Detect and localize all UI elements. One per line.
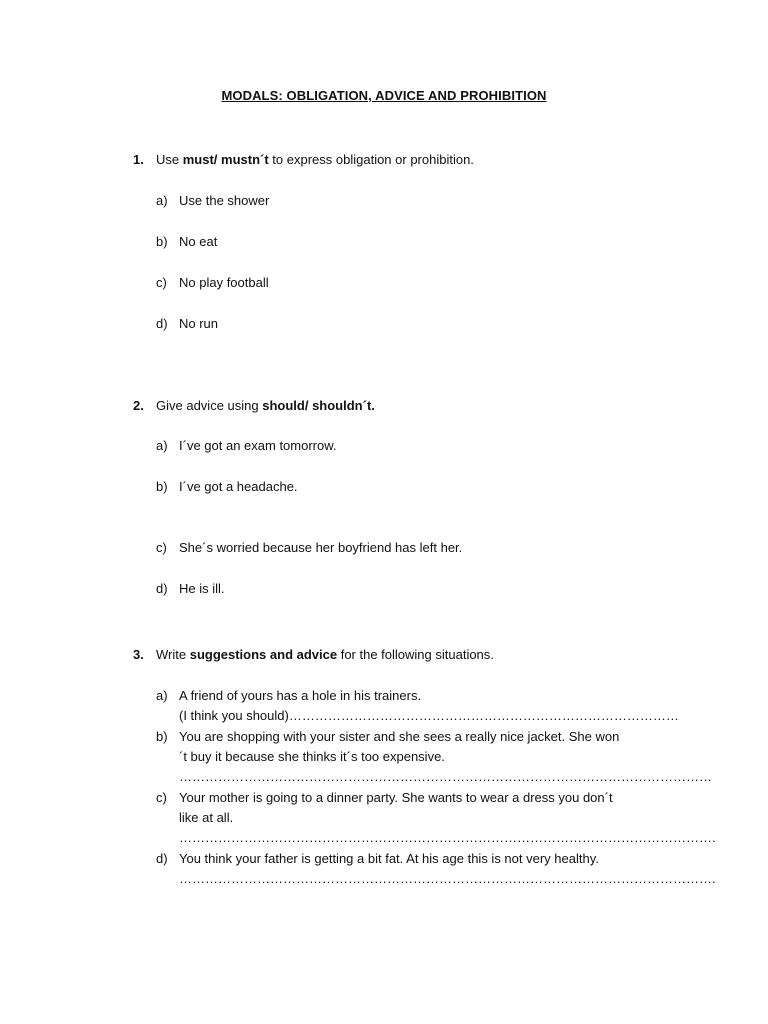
answer-line: ……………………………………………………………………………………………………………. (179, 871, 716, 886)
instruction-keywords: suggestions and advice (189, 647, 338, 662)
item-letter: d) (156, 581, 168, 596)
item-letter: b) (156, 234, 168, 249)
question-number: 3. (133, 647, 144, 662)
item-line: like at all. (179, 810, 234, 825)
item-text: No run (179, 316, 219, 331)
item-letter: b) (156, 479, 168, 494)
item-text: No play football (179, 275, 269, 290)
answer-line: ……………………………………………………………………………………………………………. (179, 830, 716, 845)
item-letter: b) (156, 729, 168, 744)
instruction-text: for the following situations. (337, 647, 494, 662)
item-text (179, 788, 716, 848)
item-text: No eat (179, 234, 218, 249)
question-number: 1. (133, 152, 144, 167)
item-letter: c) (156, 275, 167, 290)
item-line: A friend of yours has a hole in his trainers. (179, 688, 422, 703)
instruction-text: Give advice using (156, 398, 263, 413)
answer-line: (I think you should)……………………………………………………………………………… (179, 708, 679, 723)
question-instruction (156, 646, 494, 664)
item-text: Use the shower (179, 193, 270, 208)
item-text (179, 849, 716, 889)
item-letter: a) (156, 193, 168, 208)
item-letter: a) (156, 438, 168, 453)
answer-line: …………………………………………………………………………………………………………… (179, 769, 712, 784)
item-text: I´ve got an exam tomorrow. (179, 438, 337, 453)
instruction-keywords: must/ mustn´t (182, 152, 269, 167)
page-title: MODALS: OBLIGATION, ADVICE AND PROHIBITION (221, 88, 547, 103)
item-text: She´s worried because her boyfriend has left her. (179, 540, 463, 555)
instruction-text: to express obligation or prohibition. (268, 152, 474, 167)
item-letter: c) (156, 790, 167, 805)
item-letter: a) (156, 688, 168, 703)
instruction-text: Use (156, 152, 183, 167)
item-text (179, 686, 679, 726)
item-line: You think your father is getting a bit fat. At his age this is not very healthy. (179, 851, 599, 866)
instruction-keywords: should/ shouldn´t. (262, 398, 375, 413)
item-letter: d) (156, 316, 168, 331)
instruction-text: Write (156, 647, 190, 662)
question-instruction (156, 397, 375, 415)
item-line: Your mother is going to a dinner party. She wants to wear a dress you don´t (179, 790, 613, 805)
item-line: You are shopping with your sister and she sees a really nice jacket. She won (179, 729, 620, 744)
item-text (179, 727, 712, 787)
item-letter: d) (156, 851, 168, 866)
item-text: He is ill. (179, 581, 225, 596)
question-number: 2. (133, 398, 144, 413)
item-text: I´ve got a headache. (179, 479, 298, 494)
item-line: ´t buy it because she thinks it´s too expensive. (179, 749, 445, 764)
question-instruction (156, 151, 474, 169)
item-letter: c) (156, 540, 167, 555)
